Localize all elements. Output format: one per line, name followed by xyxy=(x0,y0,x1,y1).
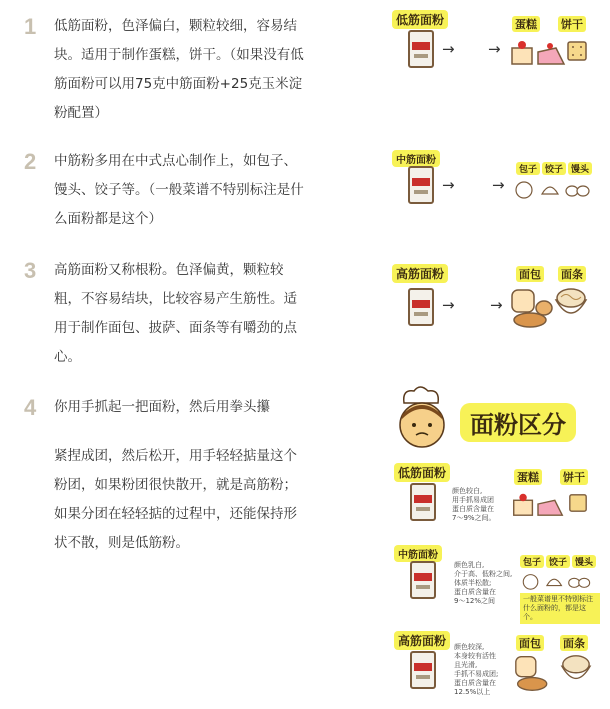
step-1 xyxy=(0,12,310,132)
arrow-icon: → xyxy=(490,296,503,314)
food-label: 饺子 xyxy=(546,555,570,568)
food-label: 面条 xyxy=(560,635,588,651)
step-paragraph: 中筋粉多用在中式点心制作上，如包子、馒头、饺子等。（一般菜谱不特别标注是什么面粉都是这个） xyxy=(54,153,304,227)
food-label: 面包 xyxy=(516,635,544,651)
step-number: 4 xyxy=(24,395,37,420)
step-text xyxy=(54,12,304,128)
cookie-icon xyxy=(566,40,588,62)
flour-bag-icon xyxy=(408,166,434,204)
flour-tag: 高筋面粉 xyxy=(394,631,450,650)
step-number: 3 xyxy=(24,258,37,283)
flour-bag-icon xyxy=(410,483,436,521)
food-label: 饼干 xyxy=(560,469,588,485)
flour-tag: 中筋面粉 xyxy=(394,545,442,562)
noodle-bowl-icon xyxy=(554,286,588,320)
flour-bag-icon xyxy=(408,288,434,326)
dumpling-icon xyxy=(518,571,594,591)
noodle-bowl-icon xyxy=(560,653,592,685)
illustration-low-gluten xyxy=(390,8,590,78)
illustration-summary xyxy=(388,385,600,705)
cake-icon xyxy=(510,489,566,519)
food-label: 馒头 xyxy=(568,162,592,175)
food-label: 蛋糕 xyxy=(512,16,540,32)
step-paragraph: 你用手抓起一把面粉，然后用拳头攥 xyxy=(54,399,270,415)
bread-icon xyxy=(508,286,556,330)
arrow-icon: → xyxy=(442,176,455,194)
step-4 xyxy=(0,393,310,593)
step-text xyxy=(54,256,304,372)
food-label: 蛋糕 xyxy=(514,469,542,485)
dumpling-icon xyxy=(514,178,590,200)
food-label: 面包 xyxy=(516,266,544,282)
arrow-icon: → xyxy=(488,40,501,58)
step-text xyxy=(54,147,304,234)
step-number: 1 xyxy=(24,14,37,39)
chef-icon xyxy=(392,385,452,451)
step-paragraph: 高筋面粉又称根粉。色泽偏黄，颗粒较粗，不容易结块，比较容易产生筋性。适用于制作面包、披萨、面条等有嚼劲的点心。 xyxy=(54,262,297,365)
flour-tag: 低筋面粉 xyxy=(392,10,448,29)
step-text xyxy=(54,393,304,558)
summary-title: 面粉区分 xyxy=(460,403,576,442)
flour-note: 颜色较白, 用手抓易成团 蛋白质含量在 7～9%之间。 xyxy=(452,487,496,522)
arrow-icon: → xyxy=(442,296,455,314)
arrow-icon: → xyxy=(492,176,505,194)
flour-bag-icon xyxy=(408,30,434,68)
step-2 xyxy=(0,147,310,237)
food-label: 包子 xyxy=(520,555,544,568)
arrow-icon: → xyxy=(442,40,455,58)
food-label: 饺子 xyxy=(542,162,566,175)
cake-icon xyxy=(508,36,568,68)
illustration-mid-gluten xyxy=(390,148,590,208)
flour-tag: 低筋面粉 xyxy=(394,463,450,482)
cookie-icon xyxy=(568,493,588,513)
step-paragraph: 低筋面粉，色泽偏白，颗粒较细，容易结块。适用于制作蛋糕，饼干。（如果没有低筋面粉可以用75克中筋面粉+25克玉米淀粉配置） xyxy=(54,18,304,121)
step-number: 2 xyxy=(24,149,37,174)
step-paragraph: 紧捏成团，然后松开，用手轻轻掂量这个粉团，如果粉团很快散开，就是高筋粉；如果分团在轻轻掂的过程中，还能保持形状不散，则是低筋粉。 xyxy=(54,448,297,551)
flour-bag-icon xyxy=(410,561,436,599)
sticky-note: 一般菜谱里不特别标注 什么面粉的，都是这个。 xyxy=(520,593,600,624)
food-label: 饼干 xyxy=(558,16,586,32)
flour-note: 颜色乳白, 介于高、低粉之间, 体质半松散; 蛋白质含量在 9～12%之间 xyxy=(454,561,513,605)
step-3 xyxy=(0,256,310,376)
flour-note: 颜色较深, 本身较有活性 且光滑, 手抓不易成团; 蛋白质含量在 12.5%以上 xyxy=(454,643,499,696)
flour-tag: 高筋面粉 xyxy=(392,264,448,283)
flour-bag-icon xyxy=(410,651,436,689)
flour-tag: 中筋面粉 xyxy=(392,150,440,167)
food-label: 面条 xyxy=(558,266,586,282)
food-label: 馒头 xyxy=(572,555,596,568)
food-label: 包子 xyxy=(516,162,540,175)
bread-icon xyxy=(512,653,556,693)
illustration-high-gluten xyxy=(390,262,590,337)
